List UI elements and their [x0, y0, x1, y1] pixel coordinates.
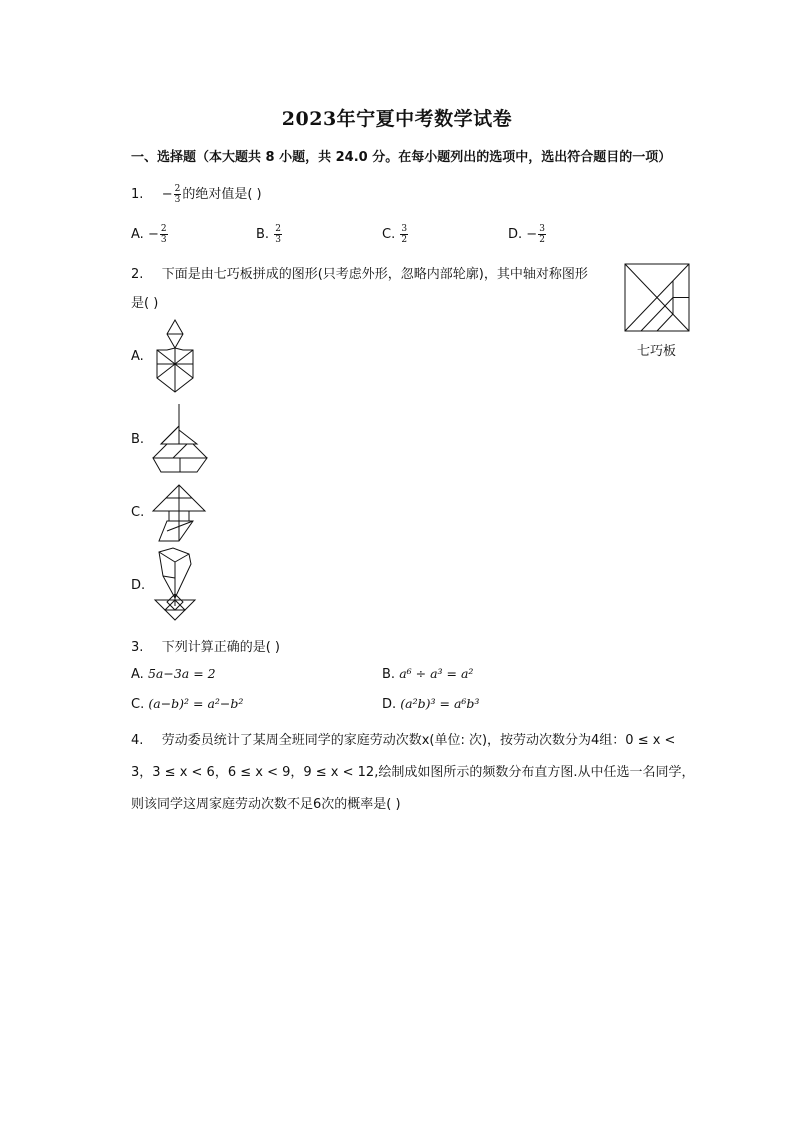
- math-expression: (a²b)³ = a⁶b³: [400, 696, 480, 711]
- fraction: [400, 224, 408, 245]
- question-number: 4.: [131, 733, 144, 748]
- minus-sign: −: [161, 187, 173, 202]
- option-label: C.: [382, 227, 396, 242]
- q3-option-a[interactable]: [131, 666, 216, 682]
- q1-option-c[interactable]: [382, 224, 409, 245]
- tangram-edge: [625, 298, 657, 332]
- fraction-denominator: 2: [539, 235, 545, 245]
- math-expression: a⁶ ÷ a³ = a²: [399, 666, 474, 681]
- question-4-line-1: [131, 729, 675, 748]
- math-expression: (a−b)² = a²−b²: [148, 696, 244, 711]
- q1-option-b[interactable]: [256, 224, 283, 245]
- fraction-numerator: 3: [539, 224, 545, 234]
- option-label: C.: [131, 697, 145, 712]
- q3-option-d[interactable]: [382, 696, 479, 712]
- question-number: 1.: [131, 187, 144, 202]
- q2-option-b-figure[interactable]: [153, 404, 207, 472]
- tangram-edge: [657, 314, 673, 331]
- question-text: 的绝对值是( ): [182, 187, 262, 202]
- tangram-edge: [657, 281, 673, 298]
- option-label: A.: [131, 667, 144, 682]
- page-title: 2023年宁夏中考数学试卷: [281, 108, 513, 130]
- q1-option-a[interactable]: [131, 224, 169, 245]
- option-label: D.: [508, 227, 523, 242]
- fraction-denominator: 3: [174, 195, 181, 205]
- option-label: B.: [382, 667, 396, 682]
- option-label: A.: [131, 227, 144, 242]
- question-2-line-1: [131, 263, 588, 282]
- fraction-numerator: 3: [401, 224, 408, 234]
- q2-option-c-figure[interactable]: [153, 485, 205, 541]
- q2-option-a-label[interactable]: A.: [131, 349, 144, 364]
- math-expression: 5a−3a = 2: [147, 666, 216, 681]
- fraction: [274, 224, 282, 245]
- option-label: D.: [382, 697, 397, 712]
- question-2-line-2: 是( ): [131, 296, 159, 311]
- q2-option-c-label[interactable]: C.: [131, 505, 145, 520]
- tangram-reference-figure: [625, 264, 689, 332]
- fraction-numerator: 2: [275, 224, 281, 234]
- minus-sign: −: [147, 227, 159, 242]
- q2-option-a-figure[interactable]: [153, 320, 197, 392]
- fraction-denominator: 2: [401, 235, 408, 245]
- q2-option-b-label[interactable]: B.: [131, 432, 145, 447]
- fraction-numerator: 2: [174, 184, 181, 194]
- section-heading: 一、选择题（本大题共 8 小题，共 24.0 分。在每小题列出的选项中，选出符合题目的一项）: [131, 150, 672, 165]
- fraction-denominator: 3: [160, 235, 167, 245]
- question-text: 下面是由七巧板拼成的图形(只考虑外形，忽略内部轮廓)，其中轴对称图形: [161, 267, 588, 282]
- question-4-line-2: 3，3 ≤ x < 6，6 ≤ x < 9，9 ≤ x < 12,绘制成如图所示的频数分布直方图.从中任选一名同学，: [131, 765, 695, 780]
- q3-option-c[interactable]: [131, 696, 243, 712]
- q1-option-d[interactable]: [508, 224, 547, 245]
- option-label: B.: [256, 227, 270, 242]
- question-number: 3.: [131, 640, 144, 655]
- tangram-edge: [673, 264, 689, 281]
- question-3: [131, 636, 280, 655]
- tangram-edge: [641, 298, 673, 332]
- question-text: 下列计算正确的是( ): [161, 640, 280, 655]
- tangram-caption: 七巧板: [637, 344, 677, 359]
- question-text: 劳动委员统计了某周全班同学的家庭劳动次数x(单位: 次)，按劳动次数分为4组：0 ≤ x <: [161, 733, 676, 748]
- q3-option-b[interactable]: [382, 666, 473, 682]
- question-4-line-3: 则该同学这周家庭劳动次数不足6次的概率是( ): [131, 797, 401, 812]
- question-number: 2.: [131, 267, 144, 282]
- q2-option-d-label[interactable]: D.: [131, 578, 146, 593]
- q2-option-d-figure[interactable]: [153, 548, 195, 620]
- fraction: [160, 224, 168, 245]
- fraction: [538, 224, 546, 245]
- minus-sign: −: [526, 227, 538, 242]
- fraction-denominator: 3: [275, 235, 281, 245]
- fraction-numerator: 2: [160, 224, 167, 234]
- question-1: [131, 183, 262, 205]
- fraction: [174, 184, 182, 205]
